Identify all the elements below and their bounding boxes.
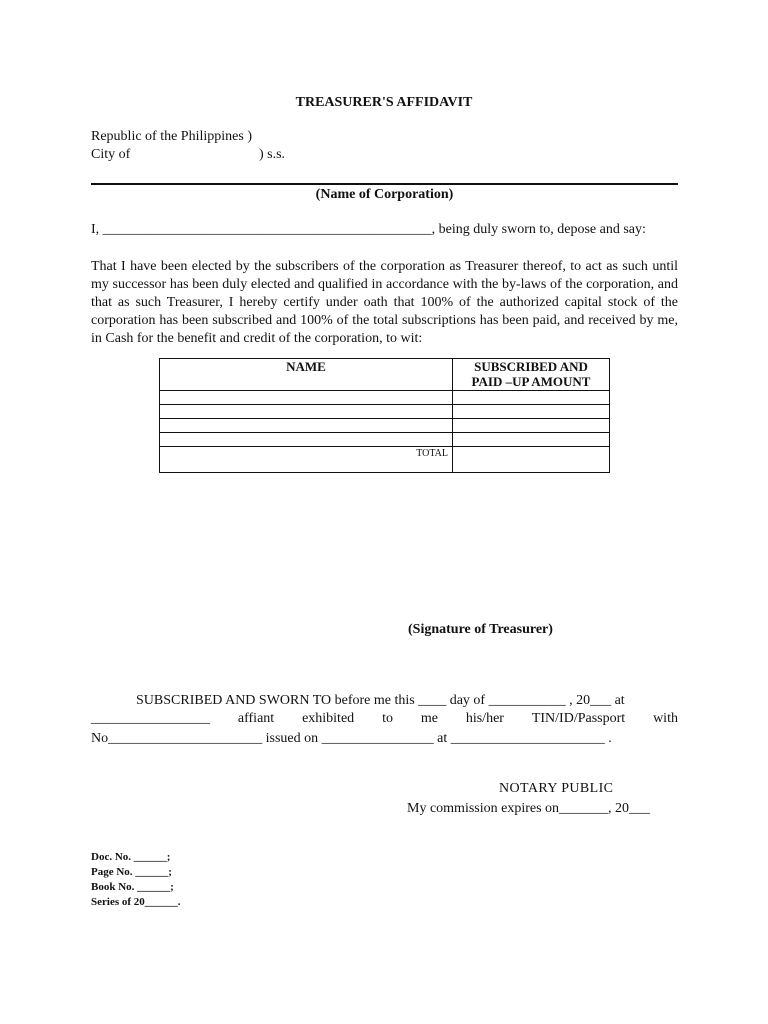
name-cell [160,433,453,447]
jurat-line-3: No______________________ issued on ________________ at ______________________ . [91,731,612,746]
name-cell [160,405,453,419]
venue-ss: ) s.s. [259,147,286,162]
column-header-amount [453,359,610,391]
column-header-name: NAME [160,359,453,391]
table-total-row [160,447,610,473]
amount-cell [453,391,610,405]
corporation-name-line [91,183,678,185]
subscription-table [159,358,610,473]
column-header-amount-line2: PAID –UP AMOUNT [471,374,591,389]
venue-city-label: City of [91,147,131,162]
table-row [160,419,610,433]
jurat-word: his/her [465,711,504,726]
series-year: Series of 20______. [91,896,181,908]
jurat-word: TIN/ID/Passport [531,711,626,726]
total-label-cell [160,447,453,473]
column-header-amount-line1: SUBSCRIBED AND [474,359,588,374]
name-cell [160,391,453,405]
jurat-word: _________________ [91,711,210,726]
table-row [160,391,610,405]
notary-public-label: NOTARY PUBLIC [499,781,614,796]
table-row [160,433,610,447]
document-title: TREASURER'S AFFIDAVIT [295,95,473,110]
page-number: Page No. ______; [91,866,172,878]
affiant-oath-line: I, _______________________________________________, being duly sworn to, depose and say: [91,222,646,237]
jurat-word: with [653,711,678,726]
total-label: TOTAL [416,448,448,459]
doc-number: Doc. No. ______; [91,851,171,863]
jurat-line-1: SUBSCRIBED AND SWORN TO before me this ____ day of ___________ , 20___ at [136,693,625,708]
name-cell [160,419,453,433]
amount-cell [453,433,610,447]
venue-country: Republic of the Philippines ) [91,129,252,144]
table-row [160,405,610,419]
total-amount-cell [453,447,610,473]
amount-cell [453,419,610,433]
jurat-word: to [382,711,393,726]
jurat-word: me [420,711,438,726]
corporation-name-label: (Name of Corporation) [315,187,454,202]
amount-cell [453,405,610,419]
jurat-word: exhibited [302,711,355,726]
table-header-row [160,359,610,391]
treasurer-signature-label: (Signature of Treasurer) [408,622,553,637]
body-paragraph: That I have been elected by the subscribers of the corporation as Treasurer thereof, to act as such until my successor has been duly elected and qualified in accordance with the by-laws of the corporation, and that as such Treasurer, I hereby certify under oath that 100% of the authorized capital stock of the corporation has been subscribed and 100% of the total subscriptions has been paid, and received by me, in Cash for the benefit and credit of the corporation, to wit: [91,259,678,346]
jurat-line-2 [91,711,678,727]
jurat-word: affiant [237,711,275,726]
commission-expiry-line: My commission expires on_______, 20___ [407,801,651,816]
book-number: Book No. ______; [91,881,174,893]
